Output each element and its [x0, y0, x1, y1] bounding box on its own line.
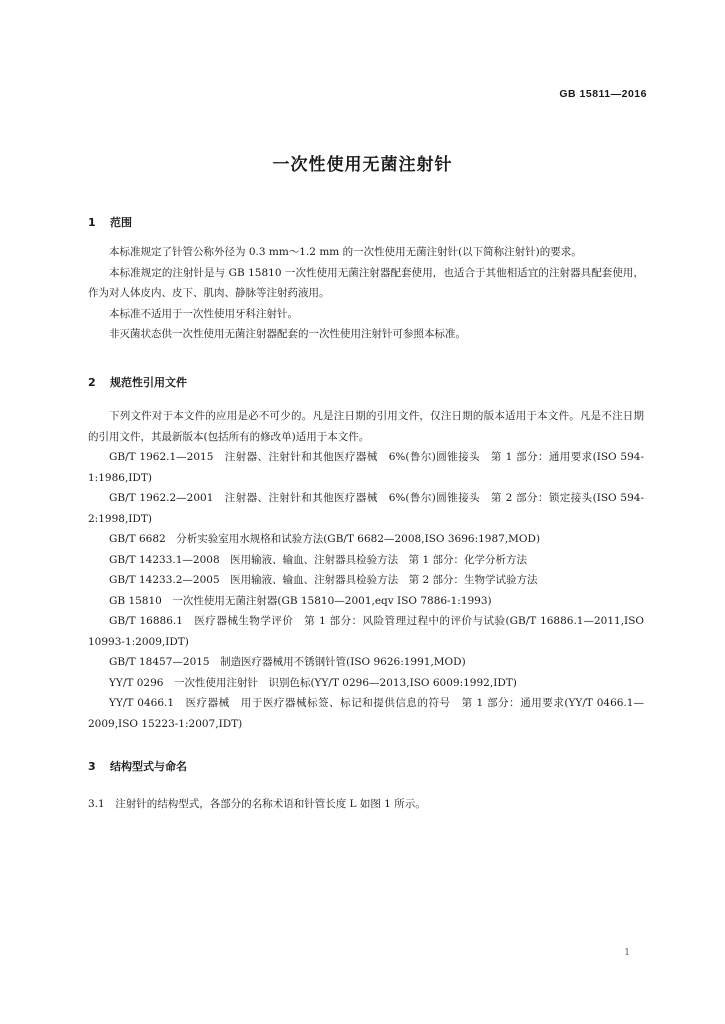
- clause-3-1: 3.1 注射针的结构型式，各部分的名称术语和针管长度 L 如图 1 所示。: [88, 798, 426, 810]
- reference-item: GB/T 14233.1—2008 医用输液、输血、注射器具检验方法 第 1 部分：化学分析方法: [109, 553, 527, 566]
- section-1-heading: [88, 214, 132, 230]
- structure-body: [88, 794, 644, 815]
- section-title: 范围: [110, 216, 132, 229]
- paragraph: 本标准规定了针管公称外径为 0.3 mm～1.2 mm 的一次性使用无菌注射针(以下简称注射针)的要求。: [109, 246, 582, 258]
- section-number: 3: [88, 760, 96, 773]
- references-body: [88, 406, 644, 734]
- reference-item: GB/T 1962.1—2015 注射器、注射针和其他医疗器械 6%(鲁尔)圆锥接头 第 1 部分：通用要求(ISO 594-1:1986,IDT): [88, 451, 644, 484]
- reference-item: GB/T 14233.2—2005 医用输液、输血、注射器具检验方法 第 2 部分：生物学试验方法: [109, 574, 538, 586]
- section-title: 规范性引用文件: [110, 376, 187, 389]
- section-3-heading: [88, 758, 187, 774]
- section-number: 1: [88, 216, 96, 229]
- reference-item: YY/T 0296 一次性使用注射针 识别色标(YY/T 0296—2013,ISO 6009:1992,IDT): [109, 676, 517, 689]
- paragraph: 下列文件对于本文件的应用是必不可少的。凡是注日期的引用文件，仅注日期的版本适用于本文件。凡是不注日期的引用文件，其最新版本(包括所有的修改单)适用于本文件。: [88, 410, 644, 443]
- reference-item: GB/T 6682 分析实验室用水规格和试验方法(GB/T 6682—2008,ISO 3696:1987,MOD): [109, 533, 541, 545]
- page-number: 1: [624, 948, 630, 958]
- reference-item: GB/T 16886.1 医疗器械生物学评价 第 1 部分：风险管理过程中的评价与试验(GB/T 16886.1—2011,ISO 10993-1:2009,IDT): [88, 615, 644, 648]
- reference-item: GB/T 18457—2015 制造医疗器械用不锈钢针管(ISO 9626:1991,MOD): [109, 656, 466, 668]
- section-2-heading: [88, 374, 187, 390]
- reference-item: YY/T 0466.1 医疗器械 用于医疗器械标签、标记和提供信息的符号 第 1 部分：通用要求(YY/T 0466.1—2009,ISO 15223-1:2007,IDT): [88, 697, 644, 730]
- paragraph: 非灭菌状态供一次性使用无菌注射器配套的一次性使用注射针可参照本标准。: [109, 328, 466, 340]
- section-title: 结构型式与命名: [110, 760, 187, 773]
- paragraph: 本标准规定的注射针是与 GB 15810 一次性使用无菌注射器配套使用，也适合于其他相适宜的注射器具配套使用，作为对人体皮内、皮下、肌肉、静脉等注射药液用。: [88, 266, 644, 299]
- paragraph: 本标准不适用于一次性使用牙科注射针。: [109, 307, 298, 320]
- scope-body: [88, 242, 644, 345]
- reference-item: GB/T 1962.2—2001 注射器、注射针和其他医疗器械 6%(鲁尔)圆锥接头 第 2 部分：锁定接头(ISO 594-2:1998,IDT): [88, 492, 644, 525]
- document-title: 一次性使用无菌注射针: [272, 155, 453, 175]
- standard-code-header: GB 15811—2016: [559, 88, 647, 100]
- reference-item: GB 15810 一次性使用无菌注射器(GB 15810—2001,eqv ISO 7886-1:1993): [109, 594, 492, 607]
- section-number: 2: [88, 376, 96, 389]
